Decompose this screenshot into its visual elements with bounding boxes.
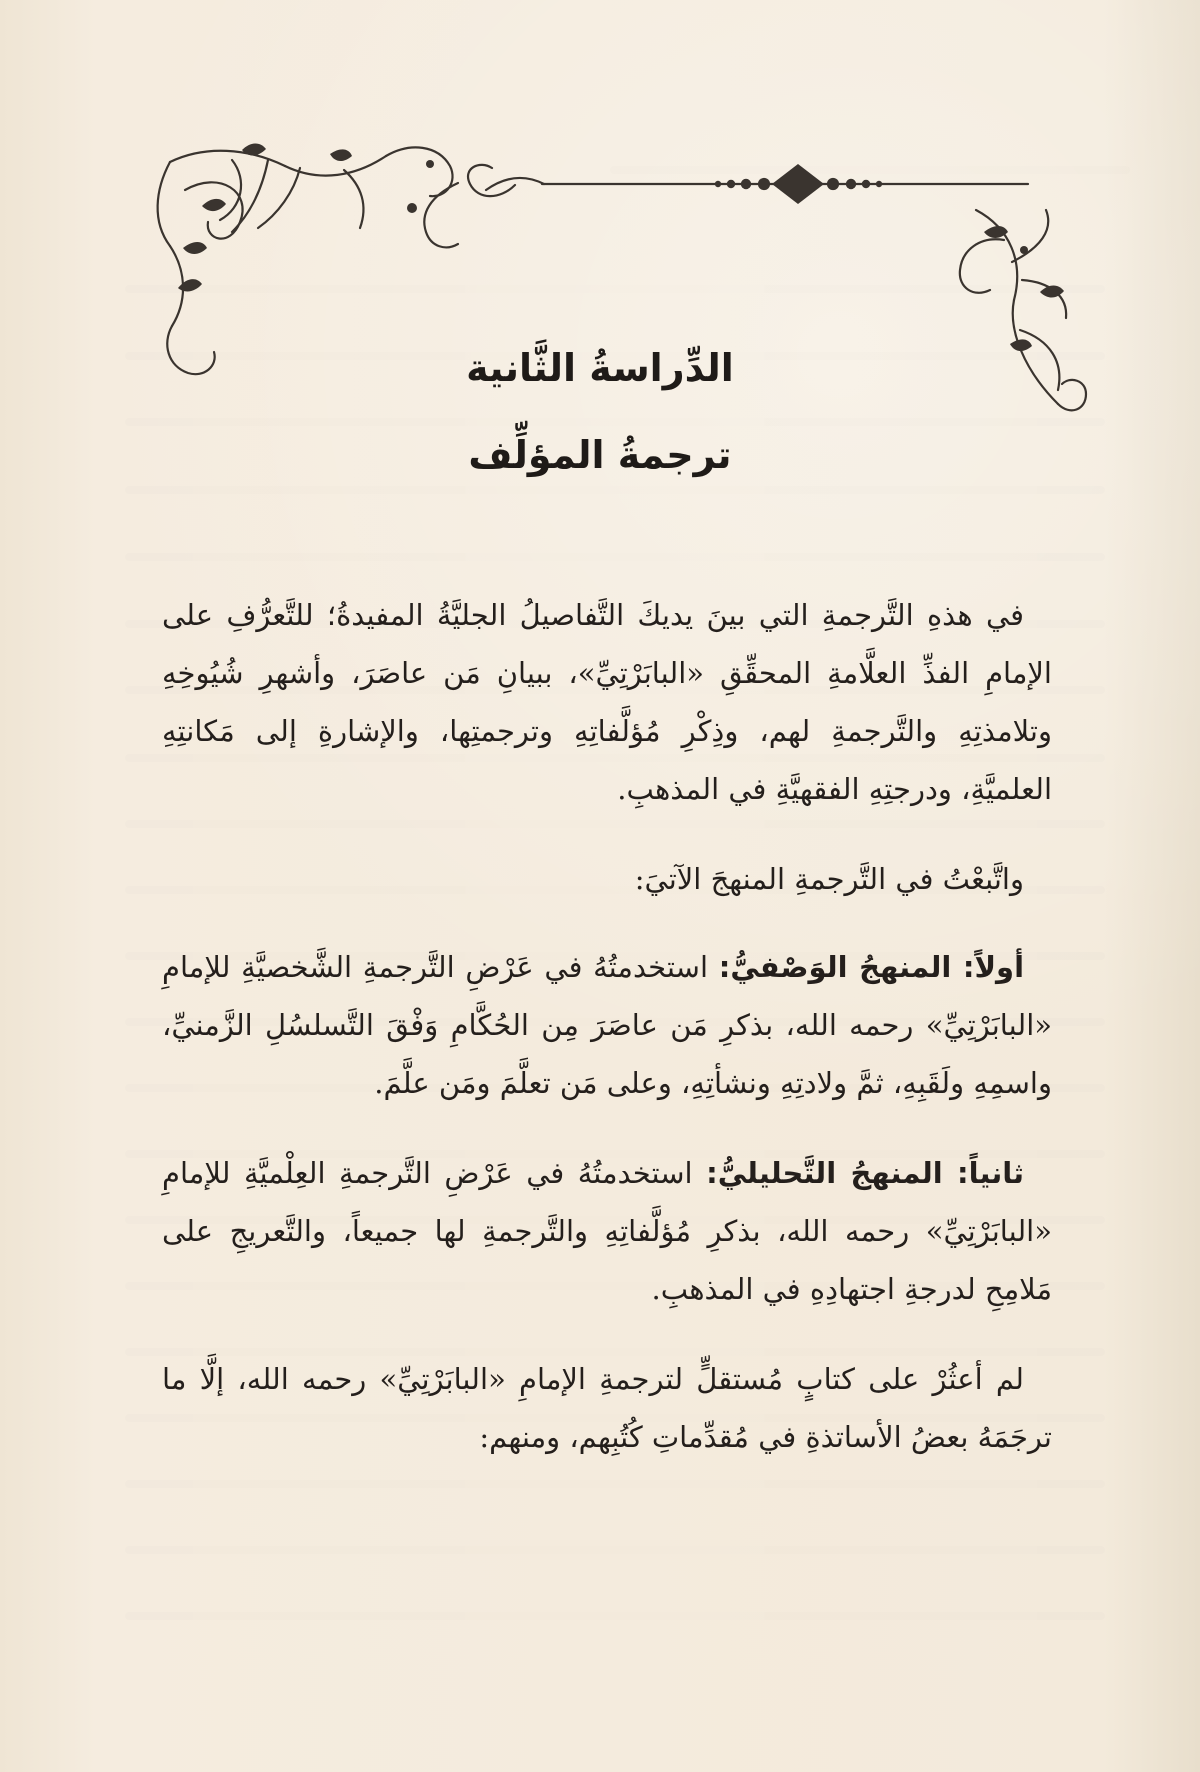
- corner-inner-scroll-4: [258, 168, 300, 228]
- ornament-dot-4: [758, 178, 770, 190]
- paragraph-gap-1: [162, 836, 1052, 850]
- paragraph-gap-4: [162, 1336, 1052, 1350]
- bud-icon-3: [1020, 246, 1028, 254]
- corner-top-curve: [170, 151, 285, 166]
- corner-inner-scroll-2: [220, 160, 241, 220]
- right-flourish-scroll-2: [1022, 280, 1066, 318]
- leaf-icon-4: [242, 143, 266, 155]
- paragraph-gap-3: [162, 1130, 1052, 1144]
- descriptive-method-title: أولاً: المنهجُ الوَصْفيُّ:: [718, 950, 1025, 984]
- corner-top-curve-2: [285, 156, 386, 176]
- paragraph-method-intro: واتَّبعْتُ في التَّرجمةِ المنهجَ الآتيَ:: [634, 862, 1024, 896]
- leaf-icon-1: [202, 199, 226, 211]
- leaf-icon-6: [984, 226, 1008, 238]
- right-flourish-curve: [976, 210, 1017, 300]
- leaf-icon-2: [183, 242, 207, 254]
- paragraph-sources: لم أعثُرْ على كتابٍ مُستقلٍّ لترجمةِ الإمامِ «البابَرْتِيِّ» رحمه الله، إلَّا ما ترجَمَهُ بعضُ الأساتذةِ في مُقدِّماتِ كُتُبِهم، ومنهم:: [162, 1362, 1052, 1454]
- page-subtitle: ترجمةُ المؤلِّف: [468, 433, 732, 478]
- corner-left-curve-2: [170, 246, 183, 326]
- corner-left-curve: [158, 162, 170, 246]
- ornament-curl-2: [424, 183, 458, 247]
- leaf-icon-5: [330, 149, 352, 161]
- corner-inner-scroll-5: [344, 170, 363, 228]
- ornament-dot-1: [715, 181, 721, 187]
- paragraph-descriptive-method: [162, 938, 1052, 1112]
- bud-icon-1: [407, 203, 417, 213]
- diamond-ornament-icon: [772, 164, 824, 204]
- right-flourish-scroll-4: [1012, 210, 1048, 262]
- ornament-curl-1: [468, 165, 515, 196]
- ornament-dot-2: [727, 180, 735, 188]
- ornament-dot-8: [876, 181, 882, 187]
- ornament-dot-5: [827, 178, 839, 190]
- ornament-dot-7: [862, 180, 870, 188]
- left-link-curl: [486, 178, 544, 190]
- leaf-icon-3: [178, 279, 202, 291]
- descriptive-method-text: استخدمتُهُ في عَرْضِ التَّرجمةِ الشَّخصيَّةِ للإمامِ «البابَرْتِيِّ» رحمه الله، بذكرِ مَن عاصَرَ مِن الحُكَّامِ وَفْقَ التَّسلسُلِ الزَّمنيِّ، واسمِهِ ولَقَبِهِ، ثمَّ ولادتِهِ ونشأتِهِ، وعلى مَن تعلَّمَ ومَن علَّمَ.: [162, 950, 1052, 1100]
- analytical-method-text: استخدمتُهُ في عَرْضِ التَّرجمةِ العِلْميَّةِ للإمامِ «البابَرْتِيِّ» رحمه الله، بذكرِ مُؤلَّفاتِهِ والتَّرجمةِ لها جميعاً، والتَّعريجِ على مَلامِحِ لدرجةِ اجتهادِهِ في المذهبِ.: [162, 1156, 1052, 1306]
- main-text: [162, 586, 1052, 1484]
- corner-top-end-curl: [386, 147, 453, 196]
- analytical-method-title: ثانياً: المنهجُ التَّحليليُّ:: [706, 1156, 1025, 1190]
- paragraph-intro: في هذهِ التَّرجمةِ التي بينَ يديكَ التَّفاصيلُ الجليَّةُ المفيدةُ؛ للتَّعرُّفِ على الإمامِ الفذِّ العلَّامةِ المحقِّقِ «البابَرْتِيِّ»، ببيانِ مَن عاصَرَ، وأشهرِ شُيُوخِهِ وتلامذتِهِ والتَّرجمةِ لهم، وذِكْرِ مُؤلَّفاتِهِ وترجمتِها، والإشارةِ إلى مَكانتِهِ العلميَّةِ، ودرجتِهِ الفقهيَّةِ في المذهبِ.: [162, 598, 1052, 806]
- leaf-icon-7: [1040, 285, 1064, 297]
- right-flourish-scroll-1: [960, 239, 1004, 292]
- bud-icon-2: [426, 160, 434, 168]
- corner-inner-scroll-3: [232, 160, 268, 232]
- page-title: الدِّراسةُ الثَّانية: [466, 346, 734, 390]
- ornament-dot-3: [741, 179, 751, 189]
- paragraph-gap-2: [162, 924, 1052, 938]
- corner-inner-scroll-1: [185, 182, 243, 238]
- ornament-dot-6: [846, 179, 856, 189]
- chapter-heading: [0, 342, 1200, 482]
- paragraph-analytical-method: [162, 1144, 1052, 1318]
